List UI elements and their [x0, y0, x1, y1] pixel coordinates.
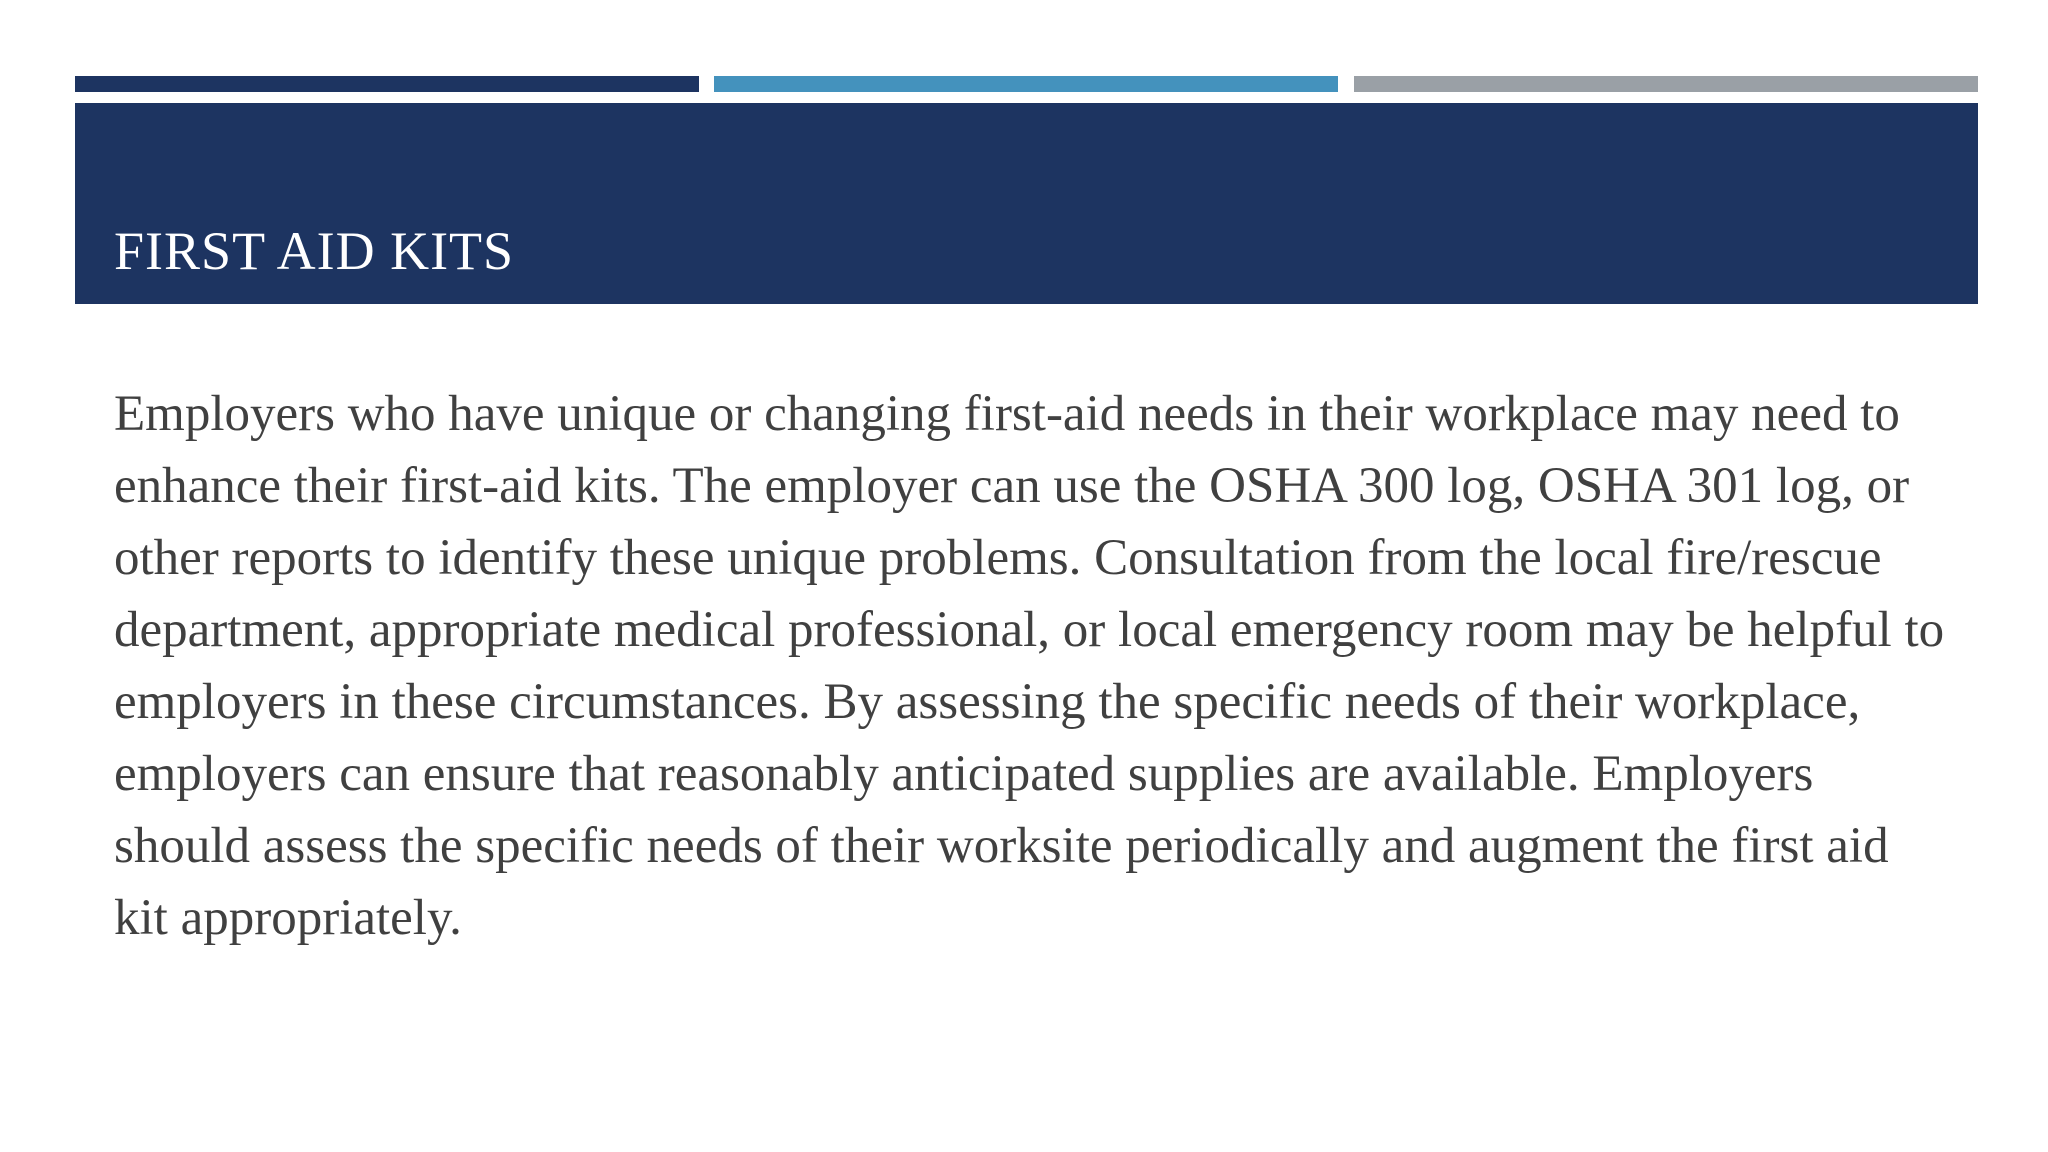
accent-bar-gray: [1354, 76, 1978, 92]
body-paragraph: Employers who have unique or changing first-aid needs in their workplace may need to enhance their first-aid kits. The employer can use the OSHA 300 log, OSHA 301 log, or other reports to identify these unique problems. Consultation from the local fire/rescue department, appropriate medical professional, or local emergency room may be helpful to employers in these circumstances. By assessing the specific needs of their workplace, employers can ensure that reasonably anticipated supplies are available. Employers should assess the specific needs of their worksite periodically and augment the first aid kit appropriately.: [114, 386, 1945, 946]
accent-bar-navy: [75, 76, 699, 92]
accent-bar-light-blue: [714, 76, 1338, 92]
slide-title: FIRST AID KITS: [114, 221, 515, 281]
title-band: [75, 103, 1978, 304]
